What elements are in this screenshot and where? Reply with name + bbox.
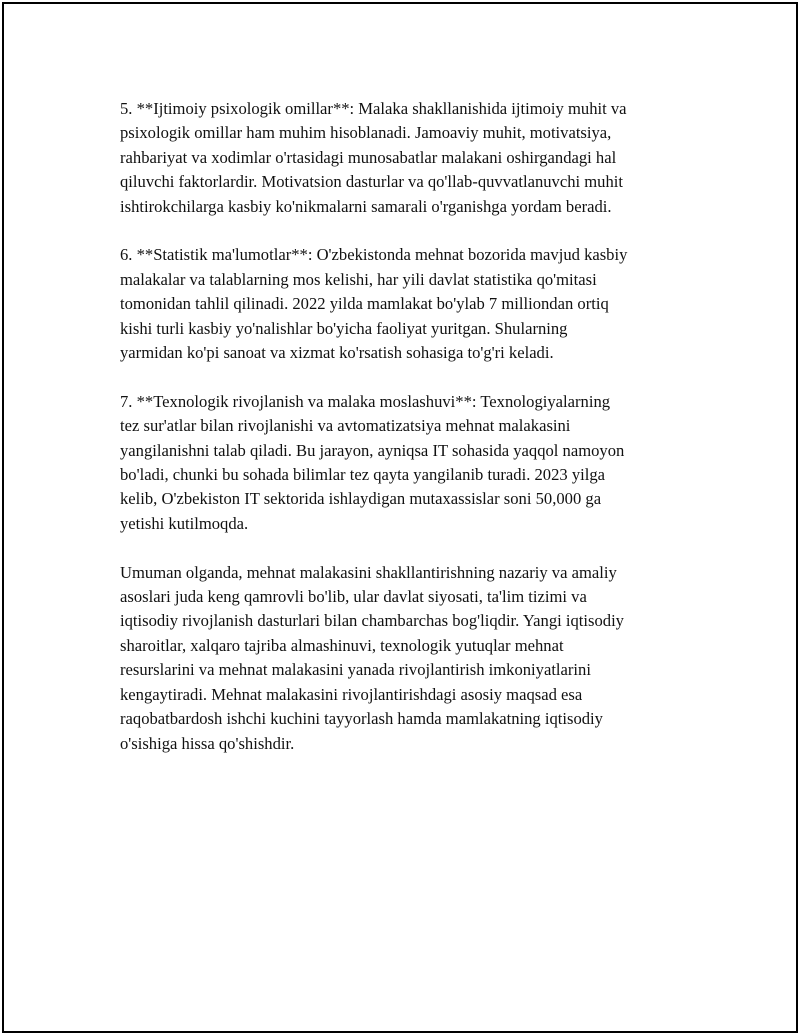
document-page [2, 2, 798, 1033]
paragraph-technological-development: 7. **Texnologik rivojlanish va malaka moslashuvi**: Texnologiyalarning tez sur'atlar bilan rivojlanishi va avtomatizatsiya mehnat malakasini yangilanishni talab qiladi. Bu jarayon, ayniqsa IT sohasida yaqqol namoyon bo'ladi, chunki bu sohada bilimlar tez qayta yangilanib turadi. 2023 yilga kelib, O'zbekiston IT sektorida ishlaydigan mutaxassislar soni 50,000 ga yetishi kutilmoqda. [120, 391, 625, 533]
paragraph-social-psychological-factors: 5. **Ijtimoiy psixologik omillar**: Malaka shakllanishida ijtimoiy muhit va psixologik omillar ham muhim hisoblanadi. Jamoaviy muhit, motivatsiya, rahbariyat va xodimlar o'rtasidagi munosabatlar malakani oshirgandagi hal qiluvchi faktorlardir. Motivatsion dasturlar va qo'llab-quvvatlanuvchi muhit ishtirokchilarga kasbiy ko'nikmalarni samarali o'rganishga yordam beradi. [120, 99, 627, 216]
paragraph-statistical-data: 6. **Statistik ma'lumotlar**: O'zbekistonda mehnat bozorida mavjud kasbiy malakalar va talablarning mos kelishi, har yili davlat statistika qo'mitasi tomonidan tahlil qilinadi. 2022 yilda mamlakat bo'ylab 7 milliondan ortiq kishi turli kasbiy yo'nalishlar bo'yicha faoliyat yuritgan. Shularning yarmidan ko'pi sanoat va xizmat ko'rsatish sohasiga to'g'ri keladi. [120, 245, 628, 363]
document-body [120, 97, 700, 780]
paragraph-conclusion: Umuman olganda, mehnat malakasini shakllantirishning nazariy va amaliy asoslari juda keng qamrovli bo'lib, ular davlat siyosati, ta'lim tizimi va iqtisodiy rivojlanish dasturlari bilan chambarchas bog'liqdir. Yangi iqtisodiy sharoitlar, xalqaro tajriba almashinuvi, texnologik yutuqlar mehnat resurslarini va mehnat malakasini yanada rivojlantirish imkoniyatlarini kengaytiradi. Mehnat malakasini rivojlantirishdagi asosiy maqsad esa raqobatbardosh ishchi kuchini tayyorlash hamda mamlakatning iqtisodiy o'sishiga hissa qo'shishdir. [120, 562, 624, 753]
